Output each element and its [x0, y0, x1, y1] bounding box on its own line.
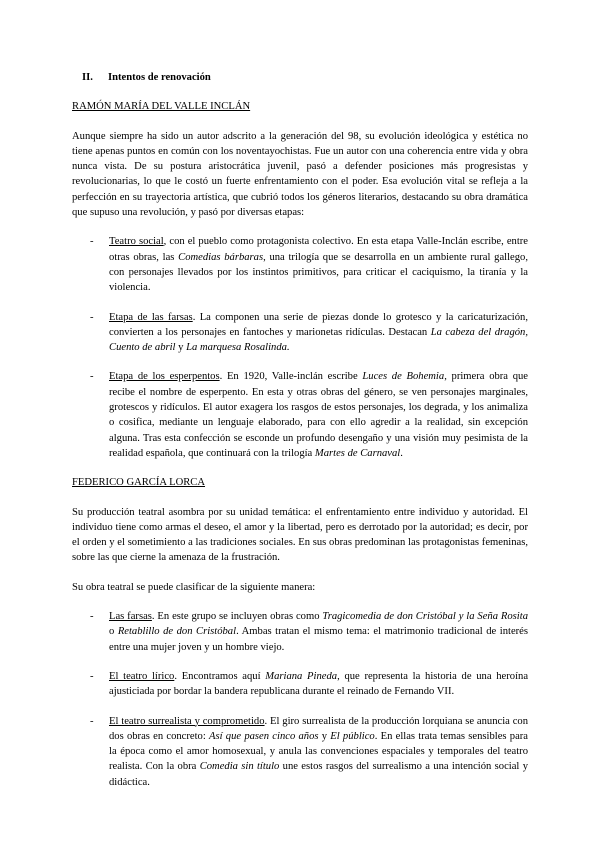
- work-title: La marquesa Rosalinda.: [186, 342, 290, 354]
- list-item: [72, 714, 528, 790]
- lorca-intro-paragraph: Su producción teatral asombra por su unidad temática: el enfrentamiento entre individuo y autoridad. El individuo tiene como armas el deseo, el amor y la libertad, pero es derrotado por la autoridad; es decir, por el orden y el sometimiento a las tradiciones sociales. En sus obras predominan las protagonistas femeninas, sobre las que cierne la amenaza de la frustración.: [72, 506, 528, 564]
- document-body: [72, 70, 528, 804]
- list-item-text: . El giro surrealista de la producción lorquiana se anuncia con dos obras en concreto:: [109, 715, 528, 742]
- valle-intro-paragraph: Aunque siempre ha sido un autor adscrito a la generación del 98, su evolución ideológica y estética no tiene apenas puntos en común con los noventayochistas. Fue un autor con una coherencia entre vida y obra nunca vista. De su postura aristocrática juvenil, pasó a defender posiciones más progresistas y revolucionarias, lo que le costó un fuerte enfrentamiento con el poder. Esa evolución vital se refleja a la perfección en su trayectoria artística, que cubrió todos los géneros literarios, destacando su obra dramática que supuso una revolución, y pasó por diversas etapas:: [72, 130, 528, 219]
- lorca-works-list: [72, 609, 528, 790]
- list-item-text: y: [175, 342, 187, 354]
- list-item-term: Etapa de las farsas: [109, 311, 193, 323]
- lorca-lead-paragraph: Su obra teatral se puede clasificar de la siguiente manera:: [72, 581, 316, 593]
- list-item: [72, 234, 528, 295]
- list-item: [72, 669, 528, 700]
- list-item-text: o: [109, 626, 118, 638]
- list-item: [72, 310, 528, 356]
- work-title: Comedias bárbaras: [178, 251, 264, 263]
- work-title: Mariana Pineda: [265, 670, 338, 682]
- section-title: Intentos de renovación: [108, 72, 211, 83]
- list-item-term: Las farsas: [109, 611, 152, 623]
- work-title: Así que pasen cinco años: [209, 730, 319, 742]
- list-item-text: y: [318, 730, 331, 742]
- list-item-text: .: [400, 447, 403, 459]
- section-heading: [82, 70, 528, 85]
- list-item-text: . La componen una serie de piezas donde lo grotesco y la caricaturización, convierten a los personajes en fantoches y marionetas ridículas. Destacan: [109, 311, 528, 338]
- list-item-text: . Ambas tratan el mismo tema: el matrimonio tradicional de interés entre una mujer joven y un hombre viejo.: [109, 626, 528, 653]
- list-item-term: El teatro surrealista y comprometido: [109, 715, 265, 727]
- work-title: Luces de Bohemia: [362, 371, 445, 383]
- list-item-text: . En este grupo se incluyen obras como: [151, 611, 323, 623]
- list-item-text: une estos rasgos del surrealismo a una intención social y didáctica.: [109, 761, 528, 788]
- work-title: Retablillo de don Cristóbal: [117, 626, 237, 638]
- list-item-text: . En 1920, Valle-inclán escribe: [219, 371, 363, 383]
- work-title: La cabeza del dragón, Cuento de abril: [109, 326, 528, 354]
- list-item-term: El teatro lírico: [109, 670, 175, 682]
- list-item-text: . Encontramos aquí: [174, 670, 266, 682]
- author-heading-garcia-lorca: FEDERICO GARCÍA LORCA: [72, 477, 206, 489]
- list-item-text: , que representa la historia de una heroína ajusticiada por bordar la bandera republicana durante el reinado de Fernando VII.: [109, 670, 529, 698]
- list-item-term: Etapa de los esperpentos: [109, 371, 220, 383]
- list-item-text: , con el pueblo como protagonista colectivo. En esta etapa Valle-Inclán escribe, entre otras obras, las: [109, 236, 529, 263]
- work-title: Tragicomedia de don Cristóbal y la Seña Rosita: [322, 611, 528, 623]
- valle-stages-list: [72, 234, 528, 461]
- list-item-term: Teatro social: [109, 236, 164, 248]
- section-number: II.: [82, 72, 93, 83]
- list-item-text: , primera obra que recibe el nombre de esperpento. En esta y otras obras del género, se ven personajes marginales, grotescos y ridículos. El autor exagera los rasgos de estos personajes, los degrada, y los animaliza o cosifica, mediante un lenguaje elaborado, para con ello agredir a la realidad, sin excepción alguna. Tras esta confección se esconde un profundo desengaño y una visión muy pesimista de la realidad española, que continuará con la trilogía: [109, 371, 529, 459]
- work-title: Martes de Carnaval: [314, 447, 401, 459]
- list-item: [72, 369, 528, 461]
- work-title: El público: [330, 730, 375, 742]
- work-title: Comedia sin título: [199, 761, 280, 773]
- list-item-text: . En ellas trata temas sensibles para la época como el amor homosexual, y anula las convenciones espaciales y temporales del teatro realista. Con la obra: [109, 730, 528, 773]
- list-item-text: , una trilogía que se desarrolla en un ambiente rural gallego, con personajes llevados por los instintos primitivos, para criticar el caciquismo, la tiranía y la violencia.: [109, 251, 528, 294]
- list-item: [72, 609, 528, 655]
- author-heading-valle-inclan: RAMÓN MARÍA DEL VALLE INCLÁN: [72, 101, 251, 113]
